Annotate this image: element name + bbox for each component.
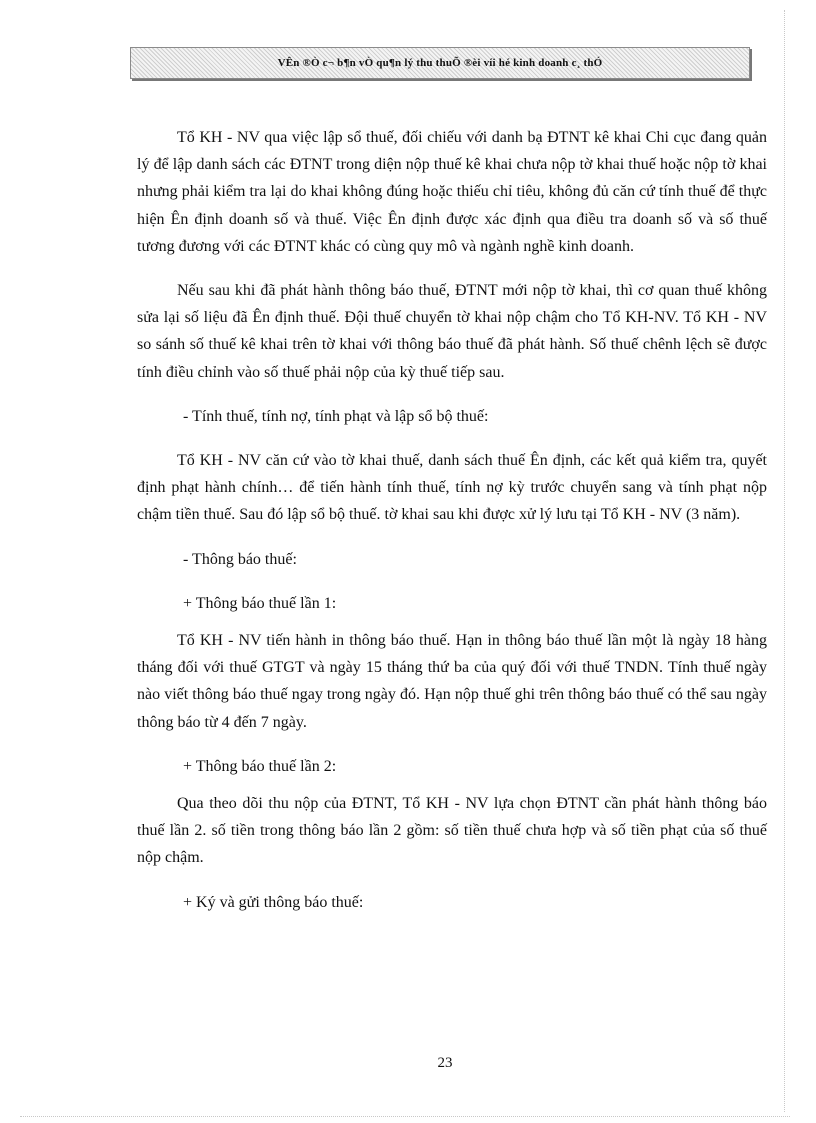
header-title: VÊn ®Ò c¬ b¶n vÒ qu¶n lý thu thuÕ ®èi víi hé kinh doanh c¸ thÓ: [277, 57, 603, 69]
page-border-right: [784, 10, 786, 1112]
paragraph-1: Tổ KH - NV qua việc lập sổ thuế, đối chiếu với danh bạ ĐTNT kê khai Chi cục đang quản lý để lập danh sách các ĐTNT trong diện nộp thuế kê khai chưa nộp tờ khai thuế hoặc nộp tờ khai nhưng phải kiểm tra lại do khai không đúng hoặc thiếu chỉ tiêu, không đủ căn cứ tính thuế để thực hiện Ên định doanh số và thuế. Việc Ên định được xác định qua điều tra doanh số và số thuế tương đương với các ĐTNT khác có cùng quy mô và ngành nghề kinh doanh.: [137, 129, 767, 255]
page-border-bottom: [20, 1116, 790, 1118]
list-item-thong-bao-lan-2: + Thông báo thuế lần 2:: [183, 757, 337, 775]
list-item-thong-bao-lan-1: + Thông báo thuế lần 1:: [183, 594, 337, 612]
paragraph-4: Tổ KH - NV tiến hành in thông báo thuế. Hạn in thông báo thuế lần một là ngày 18 hàng tháng đối với thuế GTGT và ngày 15 tháng thứ ba của quý đối với thuế TNDN. Tính thuế ngày nào viết thông báo thuế ngay trong ngày đó. Hạn nộp thuế ghi trên thông báo thuế có thể sau ngày thông báo từ 4 đến 7 ngày.: [137, 632, 767, 731]
list-item-tinh-thue: - Tính thuế, tính nợ, tính phạt và lập sổ bộ thuế:: [183, 407, 489, 425]
page-number: 23: [437, 1055, 453, 1071]
paragraph-5: Qua theo dõi thu nộp của ĐTNT, Tổ KH - NV lựa chọn ĐTNT cần phát hành thông báo thuế lần 2. số tiền trong thông báo lần 2 gồm: số tiền thuế chưa hợp và số tiền phạt của số thuế nộp chậm.: [137, 795, 767, 867]
list-item-ky-va-gui: + Ký và gửi thông báo thuế:: [183, 893, 364, 911]
paragraph-2: Nếu sau khi đã phát hành thông báo thuế, ĐTNT mới nộp tờ khai, thì cơ quan thuế không sửa lại số liệu đã Ên định thuế. Đội thuế chuyển tờ khai nộp chậm cho Tổ KH-NV. Tổ KH - NV so sánh số thuế kê khai trên tờ khai với thông báo thuế đã phát hành. Số thuế chênh lệch sẽ được tính điều chỉnh vào số thuế phải nộp của kỳ thuế tiếp sau.: [137, 282, 767, 381]
list-item-thong-bao-thue: - Thông báo thuế:: [183, 550, 297, 568]
paragraph-3: Tổ KH - NV căn cứ vào tờ khai thuế, danh sách thuế Ên định, các kết quả kiểm tra, quyết định phạt hành chính… để tiến hành tính thuế, tính nợ kỳ trước chuyển sang và tính phạt nộp chậm tiền thuế. Sau đó lập sổ bộ thuế. tờ khai sau khi được xử lý lưu tại Tổ KH - NV (3 năm).: [137, 452, 767, 524]
running-header: [130, 47, 750, 79]
document-body: [137, 124, 767, 933]
